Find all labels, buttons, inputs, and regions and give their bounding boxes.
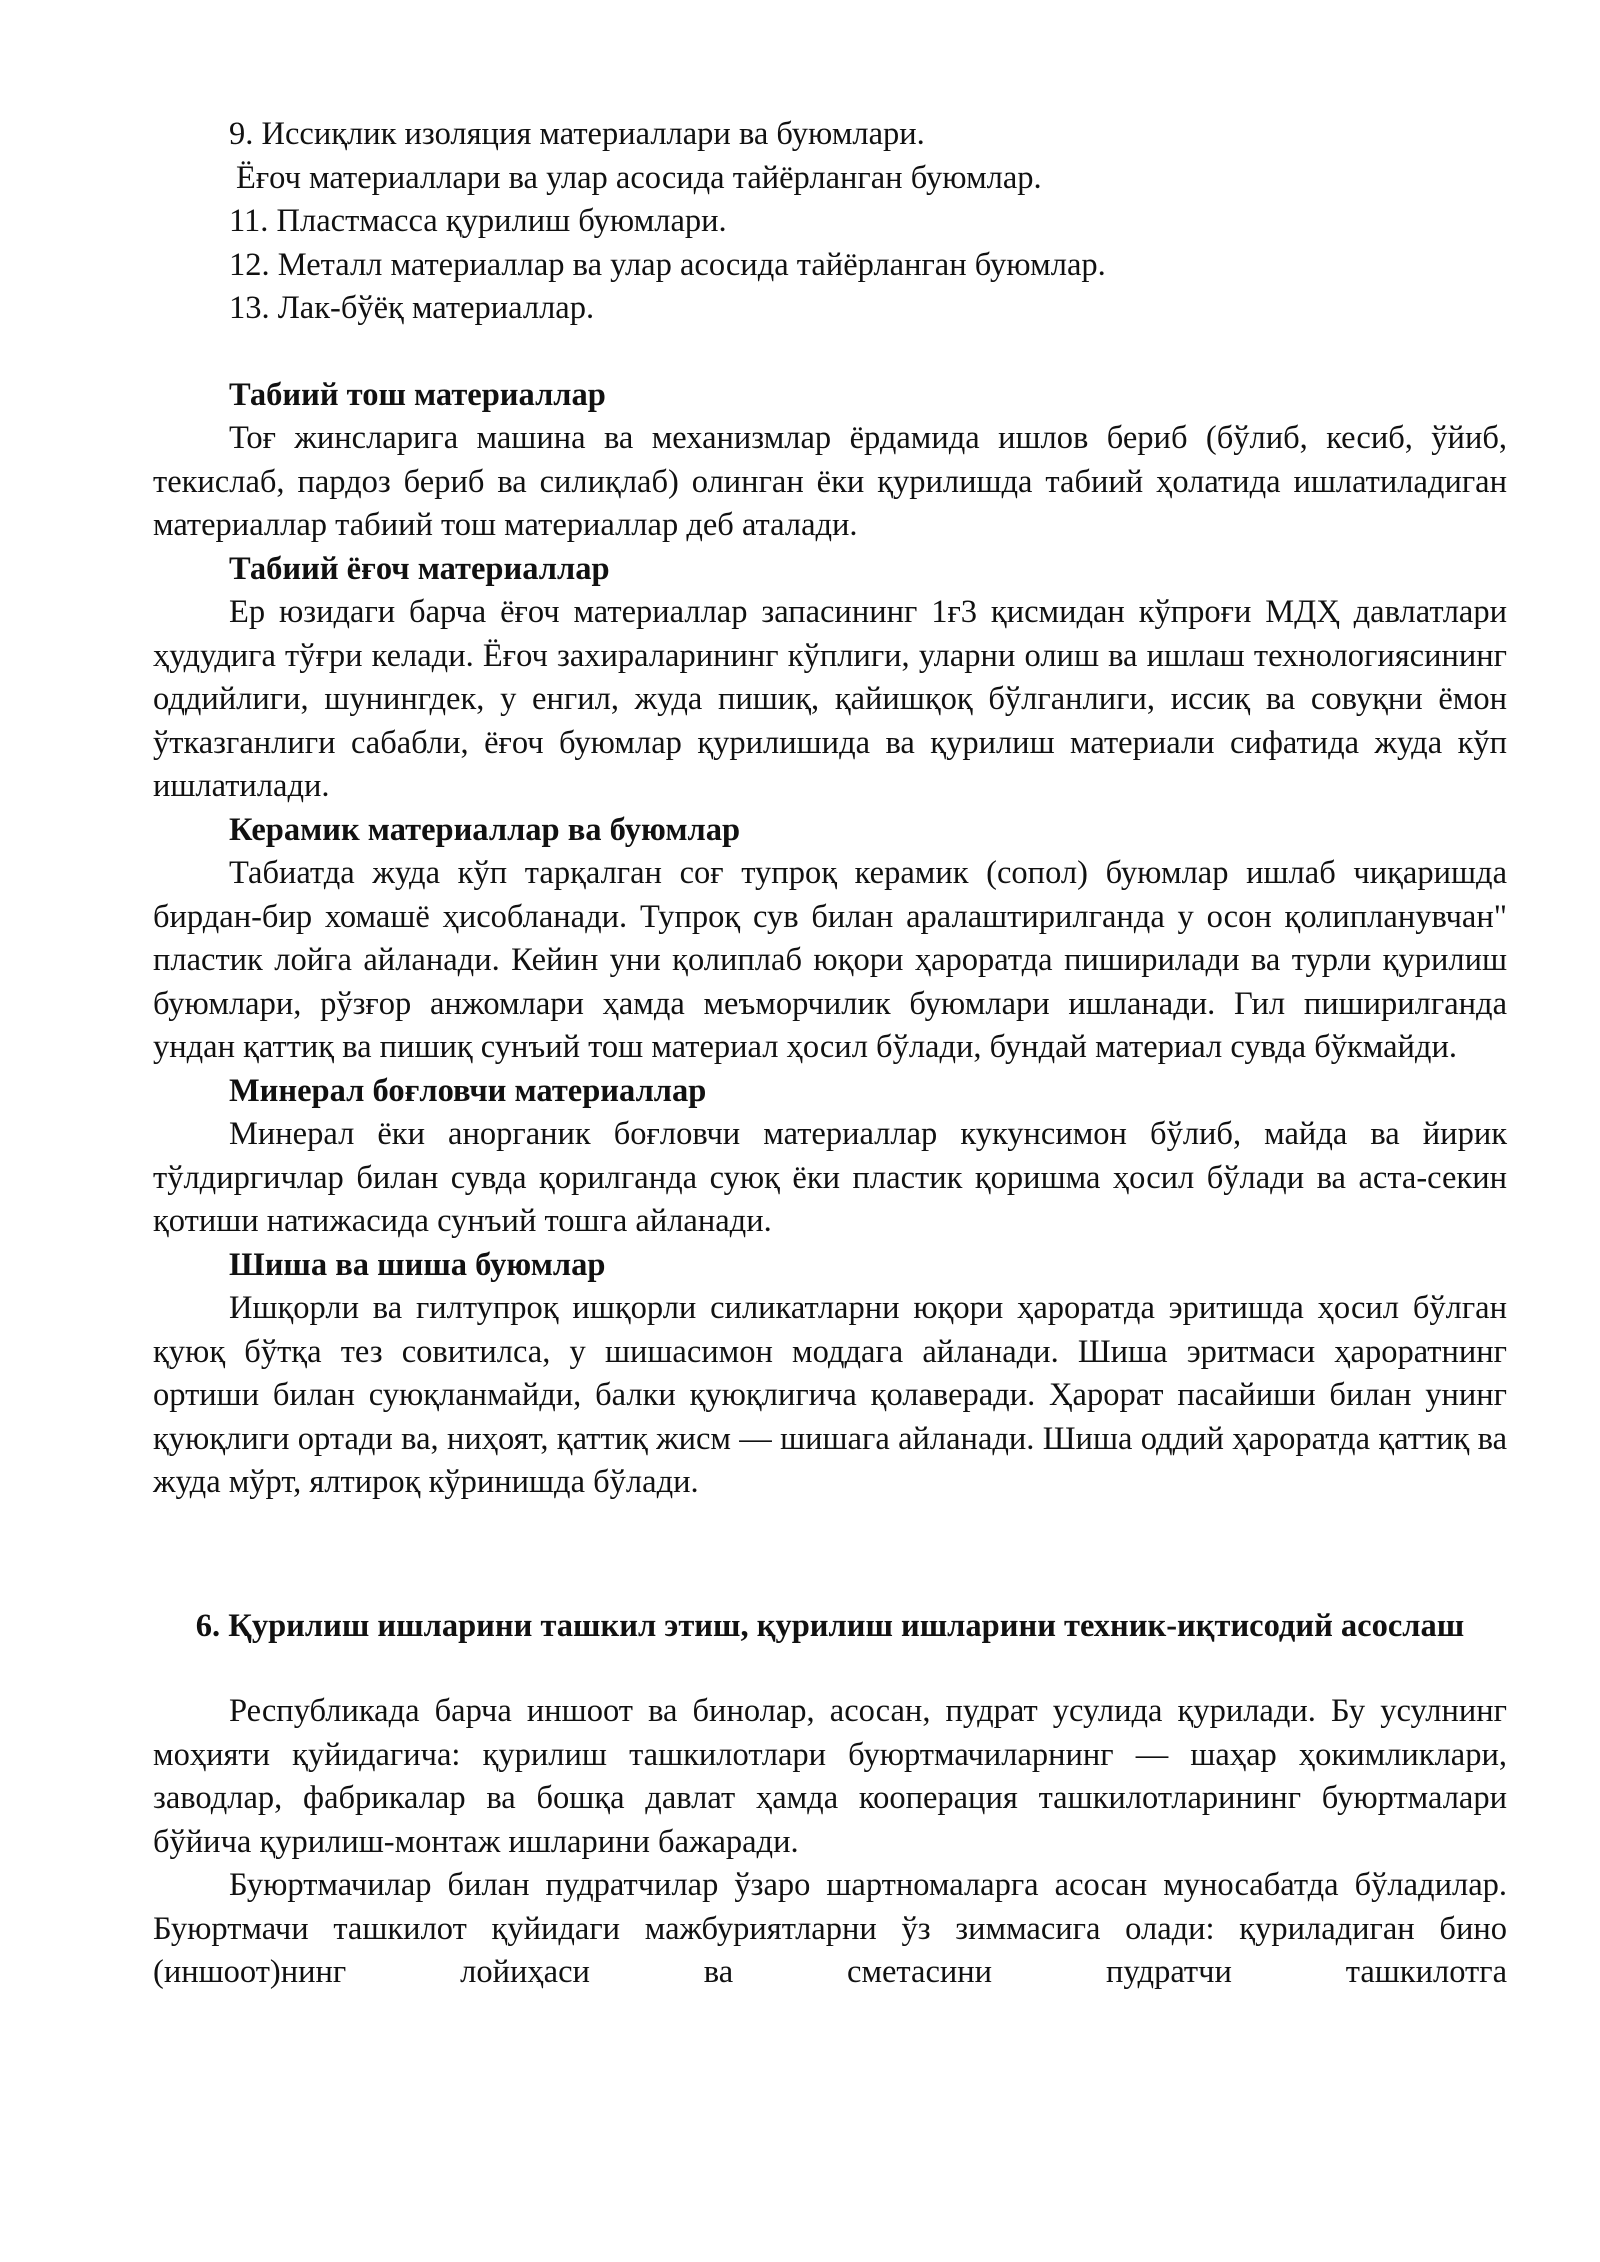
section-heading: Керамик материаллар ва буюмлар — [229, 811, 741, 848]
chapter-paragraph: Буюртмачилар билан пудратчилар ўзаро шартномаларга асосан муносабатда бўладилар. Буюртмачи ташкилот қуйидаги мажбуриятларни ўз зиммасига олади: қуриладиган бино (иншоот)нинг лойиҳаси ва сметасини пудратчи ташкилотга — [153, 1867, 1507, 1990]
chapter-title: 6. Қурилиш ишларини ташкил этиш, қурилиш ишларини техник-иқтисодий асослаш — [195, 1607, 1465, 1644]
section-heading: Минерал боғловчи материаллар — [229, 1072, 707, 1109]
list-item: 11. Пластмасса қурилиш буюмлари. — [229, 203, 727, 239]
list-item: 12. Металл материаллар ва улар асосида тайёрланган буюмлар. — [229, 246, 1106, 283]
list-item: 9. Иссиқлик изоляция материаллари ва буюмлари. — [229, 116, 925, 152]
section-paragraph: Ер юзидаги барча ёғоч материаллар запасининг 1ғ3 қисмидан кўпроғи МДҲ давлатлари ҳудудига тўғри келади. Ёғоч захираларининг кўплиги, уларни олиш ва ишлаш технологиясининг оддийлиги, шунингдек, у енгил, жуда пишиқ, қайишқоқ бўлганлиги, иссиқ ва совуқни ёмон ўтказганлиги сабабли, ёғоч буюмлар қурилишида ва қурилиш материали сифатида жуда кўп ишлатилади. — [153, 594, 1507, 804]
section-paragraph: Минерал ёки анорганик боғловчи материаллар кукунсимон бўлиб, майда ва йирик тўлдиргичлар билан сувда қорилганда суюқ ёки пластик қоришма ҳосил бўлади ва аста-секин қотиши натижасида сунъий тошга айланади. — [153, 1116, 1507, 1239]
list-item: 13. Лак-бўёқ материаллар. — [229, 290, 595, 326]
section-paragraph: Табиатда жуда кўп тарқалган соғ тупроқ керамик (сопол) буюмлар ишлаб чиқаришда бирдан-бир хомашё ҳисобланади. Тупроқ сув билан аралаштирилганда у осон қолипланувчан" пластик лойга айланади. Кейин уни қолиплаб юқори ҳароратда пиширилади ва турли қурилиш буюмлари, рўзғор анжомлари ҳамда меъморчилик буюмлари ишланади. Гил пиширилганда ундан қаттиқ ва пишиқ сунъий тош материал ҳосил бўлади, бундай материал сувда бўкмайди. — [153, 855, 1507, 1065]
section-heading: Табиий тош материаллар — [229, 376, 606, 413]
document-page — [153, 113, 1507, 1995]
section-paragraph: Ишқорли ва гилтупроқ ишқорли силикатларни юқори ҳароратда эритишда ҳосил бўлган қуюқ бўтқа тез совитилса, у шишасимон моддага айланади. Шиша эритмаси ҳароратнинг ортиши билан суюқланмайди, балки қуюқлигича қолаверади. Ҳарорат пасайиши билан унинг қуюқлиги ортади ва, ниҳоят, қаттиқ жисм — шишага айланади. Шиша оддий ҳароратда қаттиқ ва жуда мўрт, ялтироқ кўринишда бўлади. — [153, 1290, 1507, 1500]
spacer — [153, 1648, 1507, 1690]
spacer — [153, 331, 1507, 374]
section-heading: Табиий ёғоч материаллар — [229, 550, 610, 587]
spacer — [153, 1505, 1507, 1605]
section-heading: Шиша ва шиша буюмлар — [229, 1246, 606, 1283]
chapter-paragraph: Республикада барча иншоот ва бинолар, асосан, пудрат усулида қурилади. Бу усулнинг моҳияти қуйидагича: қурилиш ташкилотлари буюртмачиларнинг — шаҳар ҳокимликлари, заводлар, фабрикалар ва бошқа давлат ҳамда кооперация ташкилотларининг буюртмалари бўйича қурилиш-монтаж ишларини бажаради. — [153, 1693, 1507, 1860]
list-item: Ёғоч материаллари ва улар асосида тайёрланган буюмлар. — [236, 159, 1042, 196]
section-paragraph: Тоғ жинсларига машина ва механизмлар ёрдамида ишлов бериб (бўлиб, кесиб, ўйиб, текислаб, пардоз бериб ва силиқлаб) олинган ёки қурилишда табиий ҳолатида ишлатиладиган материаллар табиий тош материаллар деб аталади. — [153, 420, 1507, 543]
